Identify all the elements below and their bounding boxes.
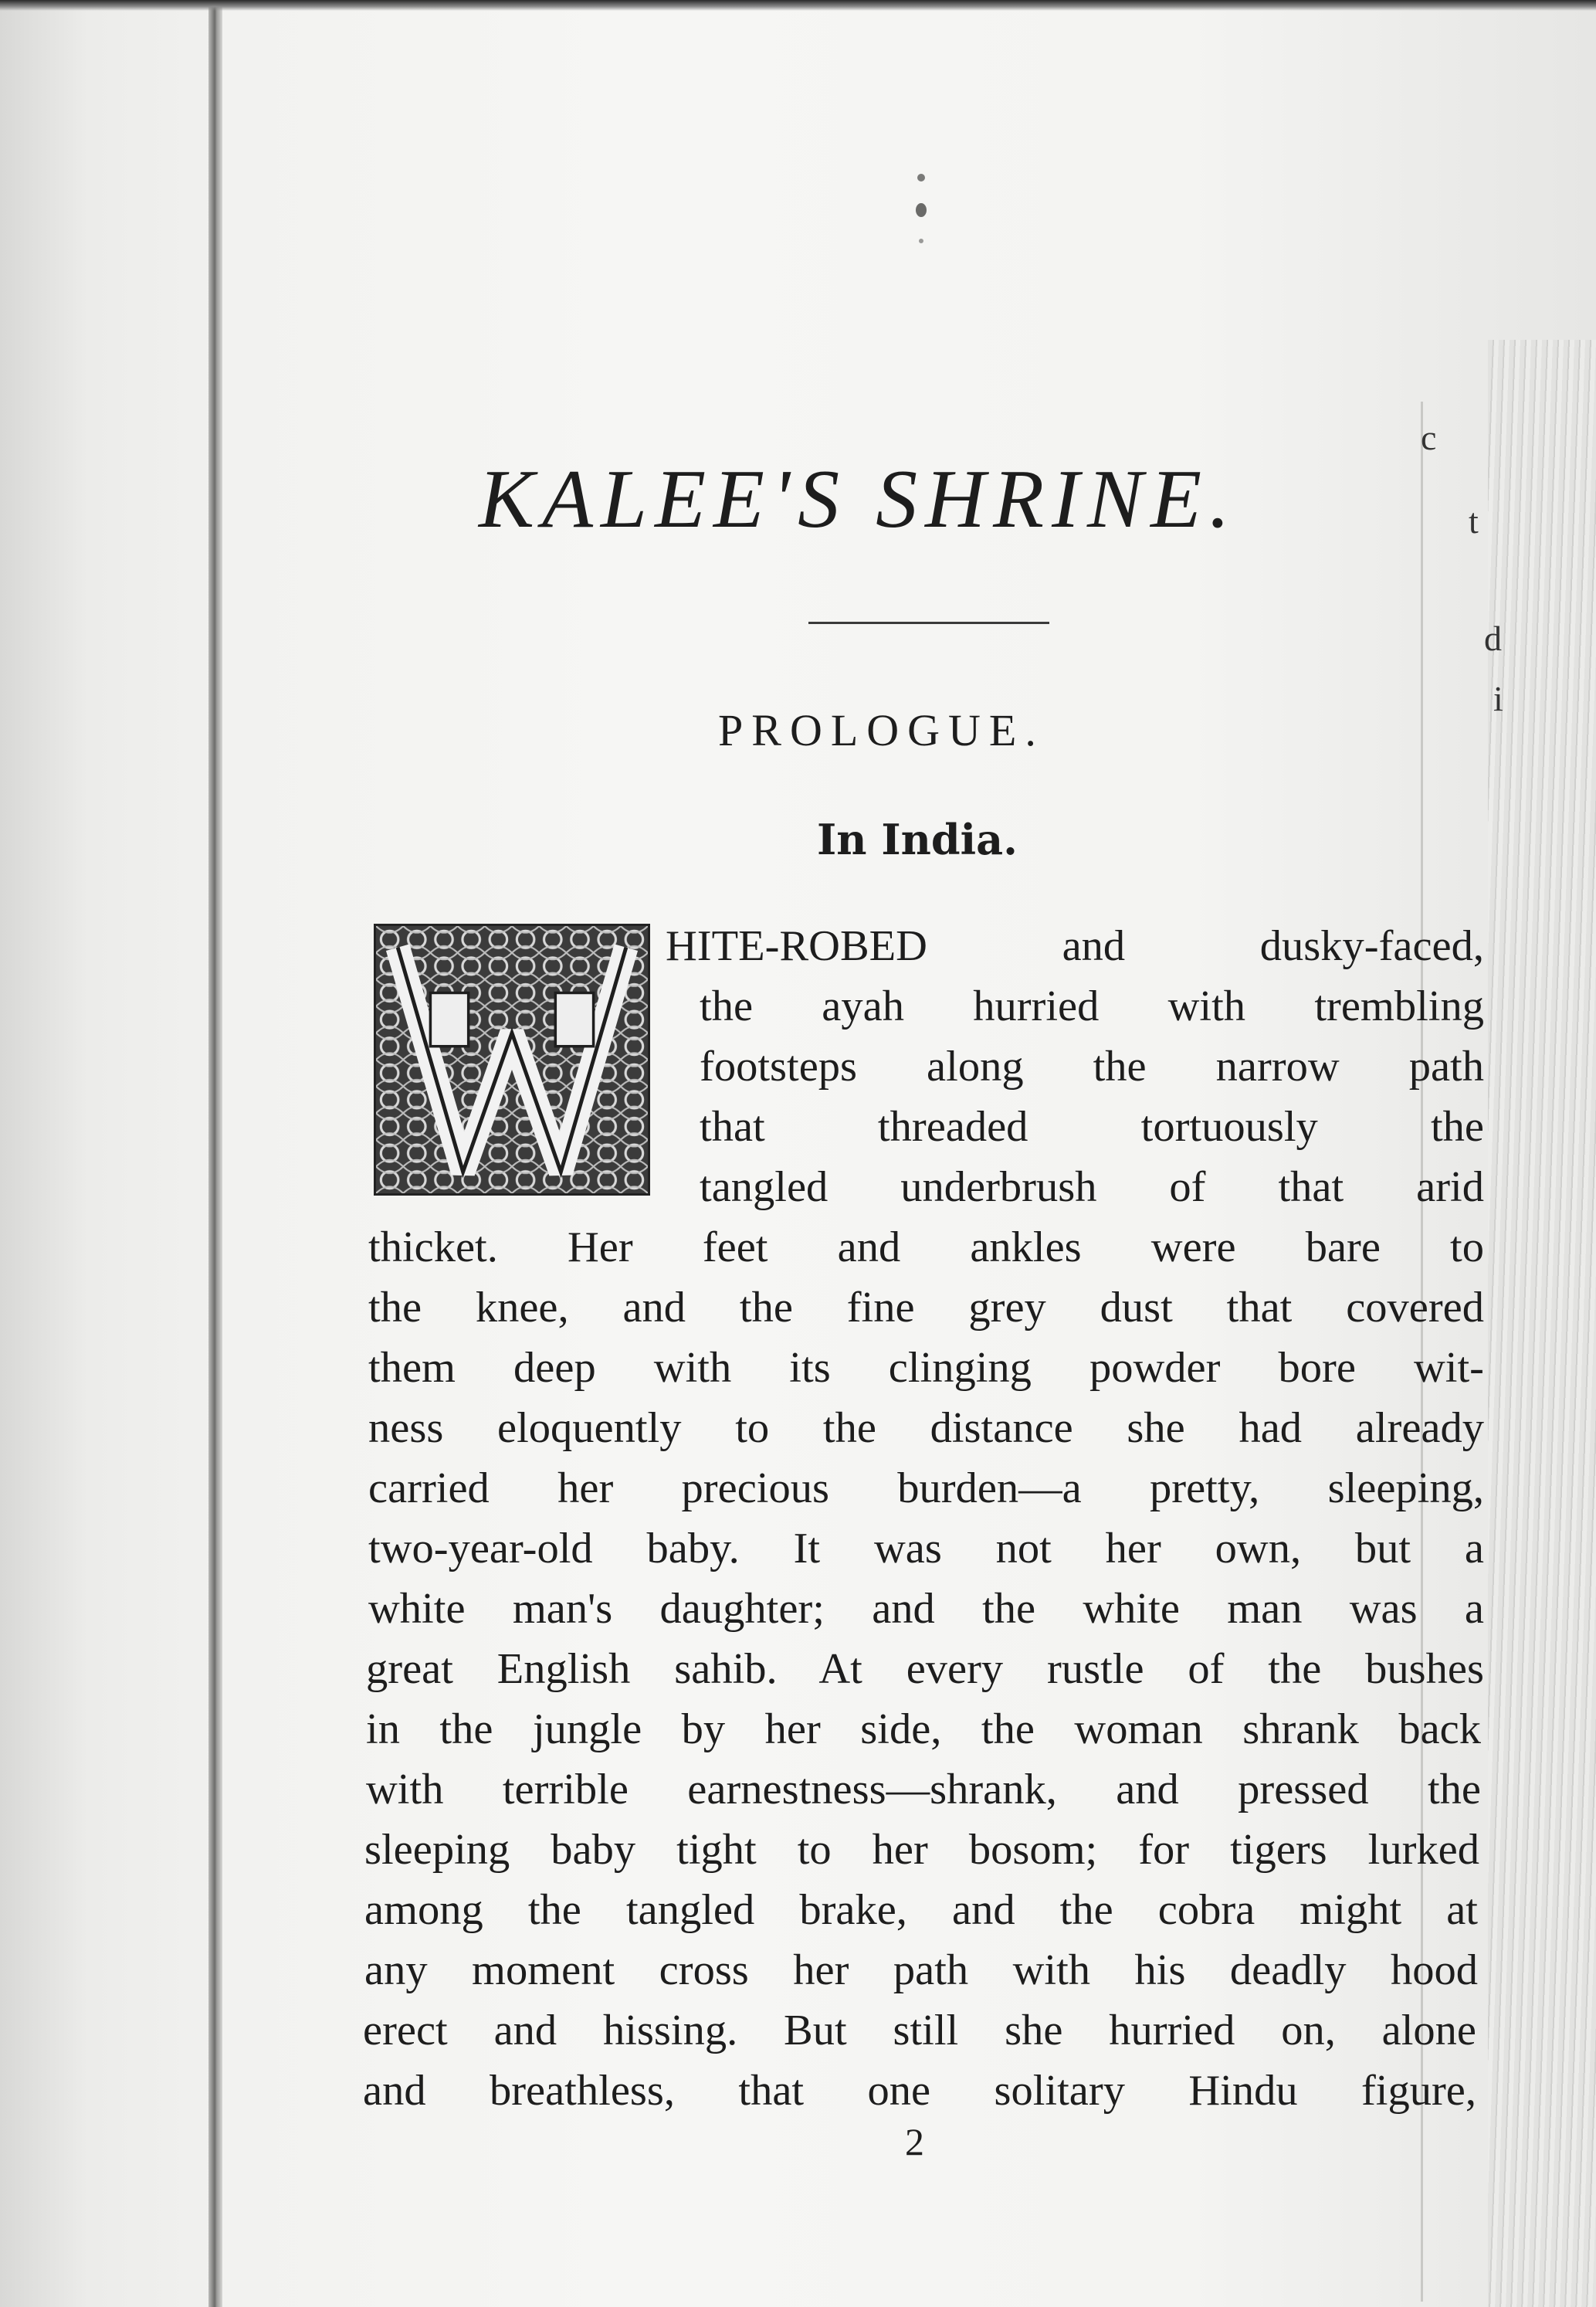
edge-fragment: t <box>1469 501 1479 541</box>
text-line: HITE-ROBED and dusky-faced, <box>666 922 1484 970</box>
page-fore-edge <box>1488 340 1596 2307</box>
text-line: that threaded tortuously the <box>700 1103 1484 1151</box>
text-line: sleeping baby tight to her bosom; for tigers lurked <box>364 1826 1479 1874</box>
text-line: them deep with its clinging powder bore wit- <box>368 1344 1484 1392</box>
text-line: among the tangled brake, and the cobra might at <box>364 1886 1478 1934</box>
text-line: ness eloquently to the distance she had already <box>368 1404 1484 1452</box>
text-line: any moment cross her path with his deadly hood <box>364 1946 1478 1994</box>
text-line: white man's daughter; and the white man was a <box>368 1585 1484 1633</box>
subheading: In India. <box>817 815 1018 864</box>
edge-fragment: d <box>1484 619 1502 658</box>
head-ornament <box>910 174 933 321</box>
text-line: with terrible earnestness—shrank, and pressed the <box>366 1766 1481 1813</box>
book-gutter <box>208 0 222 2307</box>
title-rule <box>808 622 1049 624</box>
text-line: erect and hissing. But still she hurried on, alone <box>363 2007 1476 2054</box>
text-line: tangled underbrush of that arid <box>700 1163 1484 1211</box>
edge-fragment: c <box>1421 418 1437 457</box>
text-line: in the jungle by her side, the woman shrank back <box>366 1705 1481 1753</box>
page-number: 2 <box>905 2120 924 2163</box>
text-line: the knee, and the fine grey dust that covered <box>368 1284 1484 1332</box>
drop-cap-illustration <box>374 924 650 1196</box>
text-line: great English sahib. At every rustle of the bushes <box>366 1645 1484 1693</box>
page-top-shadow <box>0 0 1596 11</box>
text-line: footsteps along the narrow path <box>700 1043 1484 1091</box>
text-line: carried her precious burden—a pretty, sleeping, <box>368 1464 1484 1512</box>
text-line: the ayah hurried with trembling <box>700 982 1484 1030</box>
facing-page-left <box>0 0 220 2307</box>
section-heading: PROLOGUE. <box>718 705 1045 755</box>
text-line: thicket. Her feet and ankles were bare to <box>368 1223 1484 1271</box>
text-line: and breathless, that one solitary Hindu figure, <box>363 2067 1476 2115</box>
edge-fragment: i <box>1493 679 1503 718</box>
text-line: two-year-old baby. It was not her own, but a <box>368 1525 1484 1572</box>
page-title: KALEE'S SHRINE. <box>479 453 1239 545</box>
